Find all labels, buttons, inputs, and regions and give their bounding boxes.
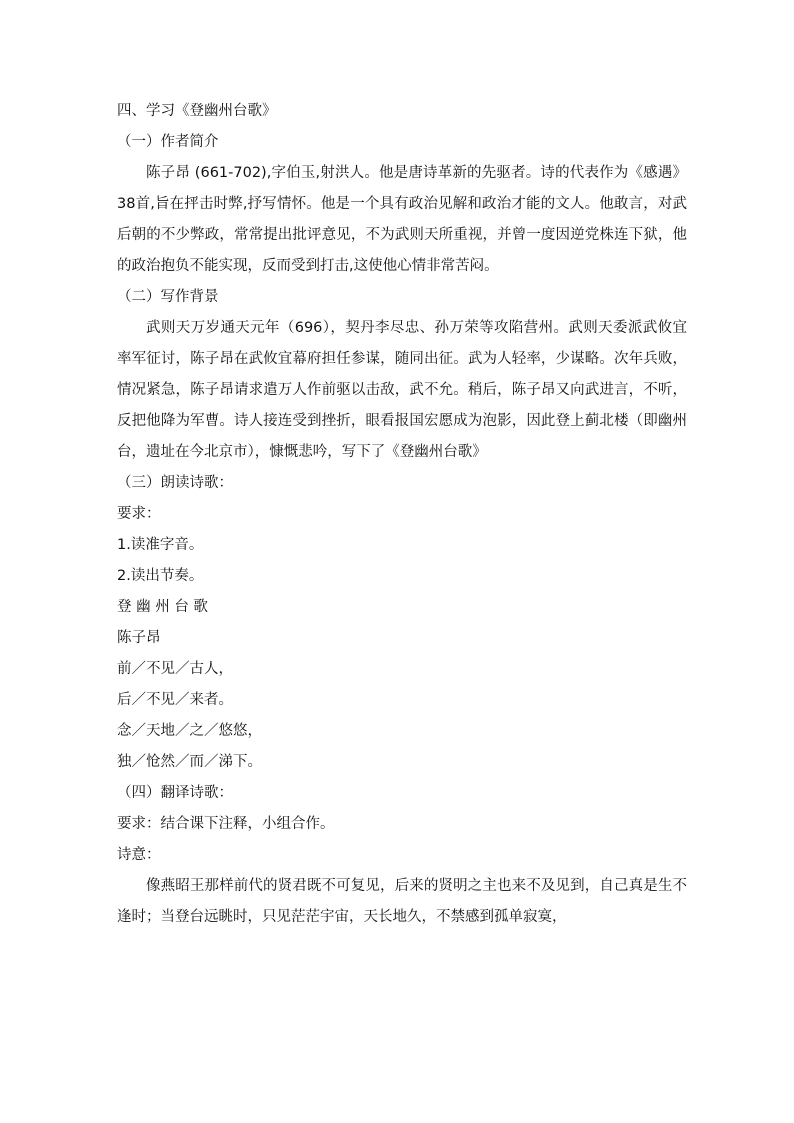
lesson-heading: 四、学习《登幽州台歌》 xyxy=(117,103,277,119)
meaning-label: 诗意： xyxy=(117,847,161,863)
poem-line-1: 前／不见／古人， xyxy=(117,661,233,677)
background-paragraph: 武则天万岁通天元年（696），契丹李尽忠、孙万荣等攻陷营州。武则天委派武攸宜率军征讨，陈子昂在武攸宜幕府担任参谋，随同出征。武为人轻率，少谋略。次年兵败，情况紧急，陈子昂请求遣万人作前驱以击敌，武不允。稍后，陈子昂又向武进言，不听，反把他降为军曹。诗人接连受到挫折，眼看报国宏愿成为泡影，因此登上蓟北楼（即幽州台，遗址在今北京市），慷慨悲吟，写下了《登幽州台歌》 xyxy=(117,320,687,460)
poem-line-4: 独／怆然／而／涕下。 xyxy=(117,754,262,770)
meaning-paragraph: 像燕昭王那样前代的贤君既不可复见，后来的贤明之主也来不及见到，自己真是生不逢时；当登台远眺时，只见茫茫宇宙，天长地久，不禁感到孤单寂寞， xyxy=(117,878,687,925)
poem-author: 陈子昂 xyxy=(117,630,161,646)
reading-requirement-2: 2.读出节奏。 xyxy=(117,568,204,584)
reading-requirement-label: 要求： xyxy=(117,506,161,522)
translate-requirement: 要求：结合课下注释，小组合作。 xyxy=(117,816,335,832)
document-body xyxy=(117,96,687,933)
section-reading-title: （三）朗读诗歌： xyxy=(117,475,233,491)
section-translate-title: （四）翻译诗歌： xyxy=(117,785,233,801)
poem-line-2: 后／不见／来者。 xyxy=(117,692,233,708)
section-author-title: （一）作者简介 xyxy=(117,134,219,150)
reading-requirement-1: 1.读准字音。 xyxy=(117,537,204,553)
author-paragraph: 陈子昂 (661-702),字伯玉,射洪人。他是唐诗革新的先驱者。诗的代表作为《感遇》38首,旨在抨击时弊,抒写情怀。他是一个具有政治见解和政治才能的文人。他敢言，对武后朝的不少弊政，常常提出批评意见，不为武则天所重视，并曾一度因逆党株连下狱，他的政治抱负不能实现，反而受到打击,这使他心情非常苦闷。 xyxy=(117,165,687,274)
section-background-title: （二）写作背景 xyxy=(117,289,219,305)
poem-line-3: 念／天地／之／悠悠， xyxy=(117,723,262,739)
poem-title: 登 幽 州 台 歌 xyxy=(117,599,208,615)
